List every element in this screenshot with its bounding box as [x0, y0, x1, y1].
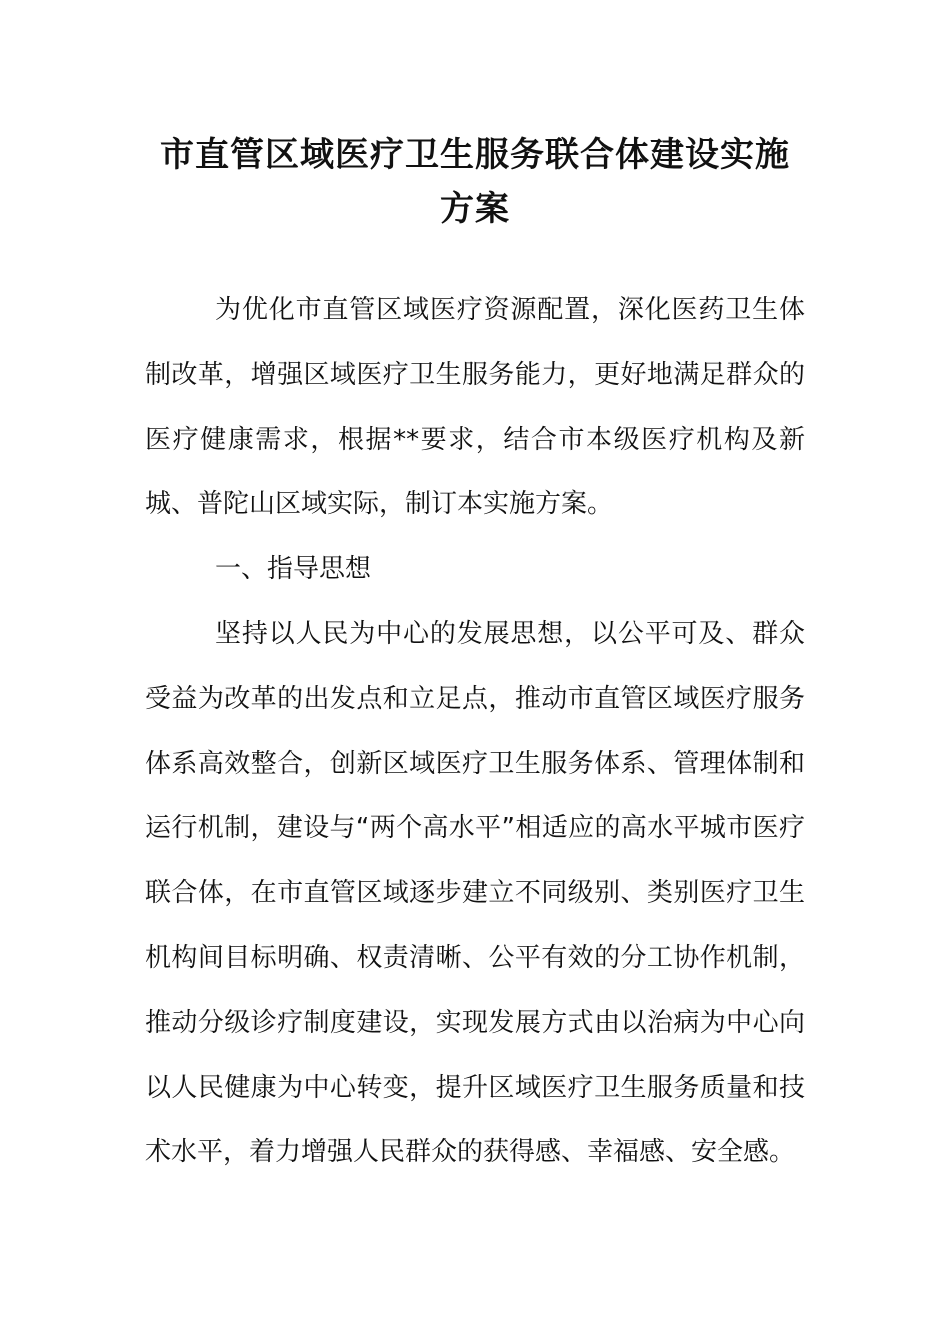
document-title: 市直管区域医疗卫生服务联合体建设实施方案 — [160, 135, 790, 229]
guiding-ideology-paragraph: 坚持以人民为中心的发展思想，以公平可及、群众受益为改革的出发点和立足点，推动市直管区域医疗服务体系高效整合，创新区域医疗卫生服务体系、管理体制和运行机制，建设与“两个高水平”相适应的高水平城市医疗联合体，在市直管区域逐步建立不同级别、类别医疗卫生机构间目标明确、权责清晰、公平有效的分工协作机制，推动分级诊疗制度建设，实现发展方式由以治病为中心向以人民健康为中心转变，提升区域医疗卫生服务质量和技术水平，着力增强人民群众的获得感、幸福感、安全感。 — [145, 618, 805, 1168]
document-body — [145, 278, 805, 1185]
intro-paragraph: 为优化市直管区域医疗资源配置，深化医药卫生体制改革，增强区域医疗卫生服务能力，更好地满足群众的医疗健康需求，根据**要求，结合市本级医疗机构及新城、普陀山区域实际，制订本实施方案。 — [145, 295, 805, 520]
section-heading-guiding-ideology: 一、指导思想 — [215, 554, 372, 585]
